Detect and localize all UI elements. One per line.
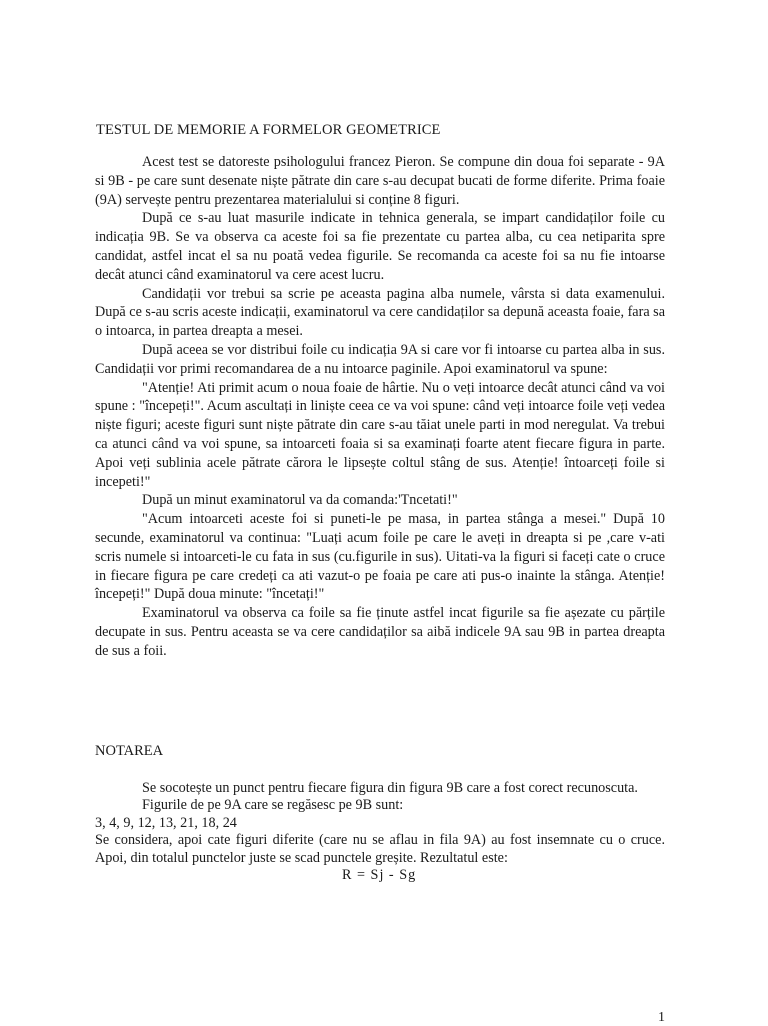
page-number: 1 [658,1010,665,1025]
notarea-body [95,780,665,884]
notarea-paragraph-2: Figurile de pe 9A care se regăsesc pe 9B sunt: [142,797,404,814]
paragraph-5: "Atenție! Ati primit acum o noua foaie de hârtie. Nu o veți intoarce decât atunci când va voi spune : "începeți!". Acum ascultați in liniște ceea ce va voi spune: când veți intoarce foile veți vedea niște figuri; aceste figuri sunt niște pătrate din care s-au tăiat unele parti in mod neregulat. Va trebui ca atunci când va voi spune, sa intoarceti foaia si sa examinați foarte atent fiecare figura in parte. Apoi veți sublinia acele pătrate cărora le lipsește coltul stâng de sus. Atenție! întoarceți foile si incepeti!" [95,379,665,490]
paragraph-2: După ce s-au luat masurile indicate in tehnica generala, se impart candidaților foile cu indicația 9B. Se va observa ca aceste foi sa fie prezentate cu partea alba, cu cea netiparita spre candidat, astfel incat el sa nu poată vedea figurile. Se recomanda ca aceste foi sa nu fie intoarse decât atunci când examinatorul va cere acest lucru. [95,210,665,283]
notarea-paragraph-1: Se socotește un punct pentru fiecare figura din figura 9B care a fost corect recunoscuta. [142,780,638,796]
paragraph-3: Candidații vor trebui sa scrie pe aceasta pagina alba numele, vârsta si data examenului. După ce s-au scris aceste indicații, examinatorul va cere candidaților sa depună aceasta foaie, fara sa o intoarca, in partea dreapta a mesei. [95,285,665,340]
paragraph-7: "Acum intoarceti aceste foi si puneti-le pe masa, in partea stânga a mesei." După 10 secunde, examinatorul va continua: "Luați acum foile pe care le aveți in dreapta si pe ,care v-ati scris numele si intoarceti-le cu fata in sus (cu.figurile in sus). Uitati-va la figuri si faceți cate o cruce in fiecare figura pe care credeți ca ati vazut-o pe foaia pe care ati pus-o inainte la stânga. Atenție! începeți!" După doua minute: "încetați!" [95,511,665,603]
paragraph-1: Acest test se datoreste psihologului francez Pieron. Se compune din doua foi separate - 9A si 9B - pe care sunt desenate niște pătrate din care s-au decupat bucati de forme diferite. Prima foaie (9A) servește pentru prezentarea materialului si conține 8 figuri. [95,154,665,208]
figure-list: 3, 4, 9, 12, 13, 21, 18, 24 [95,814,237,831]
result-formula: R = Sj - Sg [342,867,417,884]
notarea-paragraph-3: Se considera, apoi cate figuri diferite (care nu se aflau in fila 9A) au fost insemnate cu o cruce. Apoi, din totalul punctelor juste se scad punctele greșite. Rezultatul este: [95,832,665,866]
paragraph-6: După un minut examinatorul va da comanda:'Tncetati!" [142,492,458,509]
notarea-heading: NOTAREA [95,743,164,759]
paragraph-8: Examinatorul va observa ca foile sa fie ținute astfel incat figurile sa fie așezate cu părțile decupate in sus. Pentru aceasta se va cere candidaților sa aibă indicele 9A sau 9B in partea dreapta de sus a foii. [95,605,665,659]
document-body [95,153,665,661]
paragraph-4: După aceea se vor distribui foile cu indicația 9A si care vor fi intoarse cu partea alba in sus. Candidații vor primi recomandarea de a nu intoarce paginile. Apoi examinatorul va spune: [95,341,665,377]
document-title: TESTUL DE MEMORIE A FORMELOR GEOMETRICE [96,122,441,138]
